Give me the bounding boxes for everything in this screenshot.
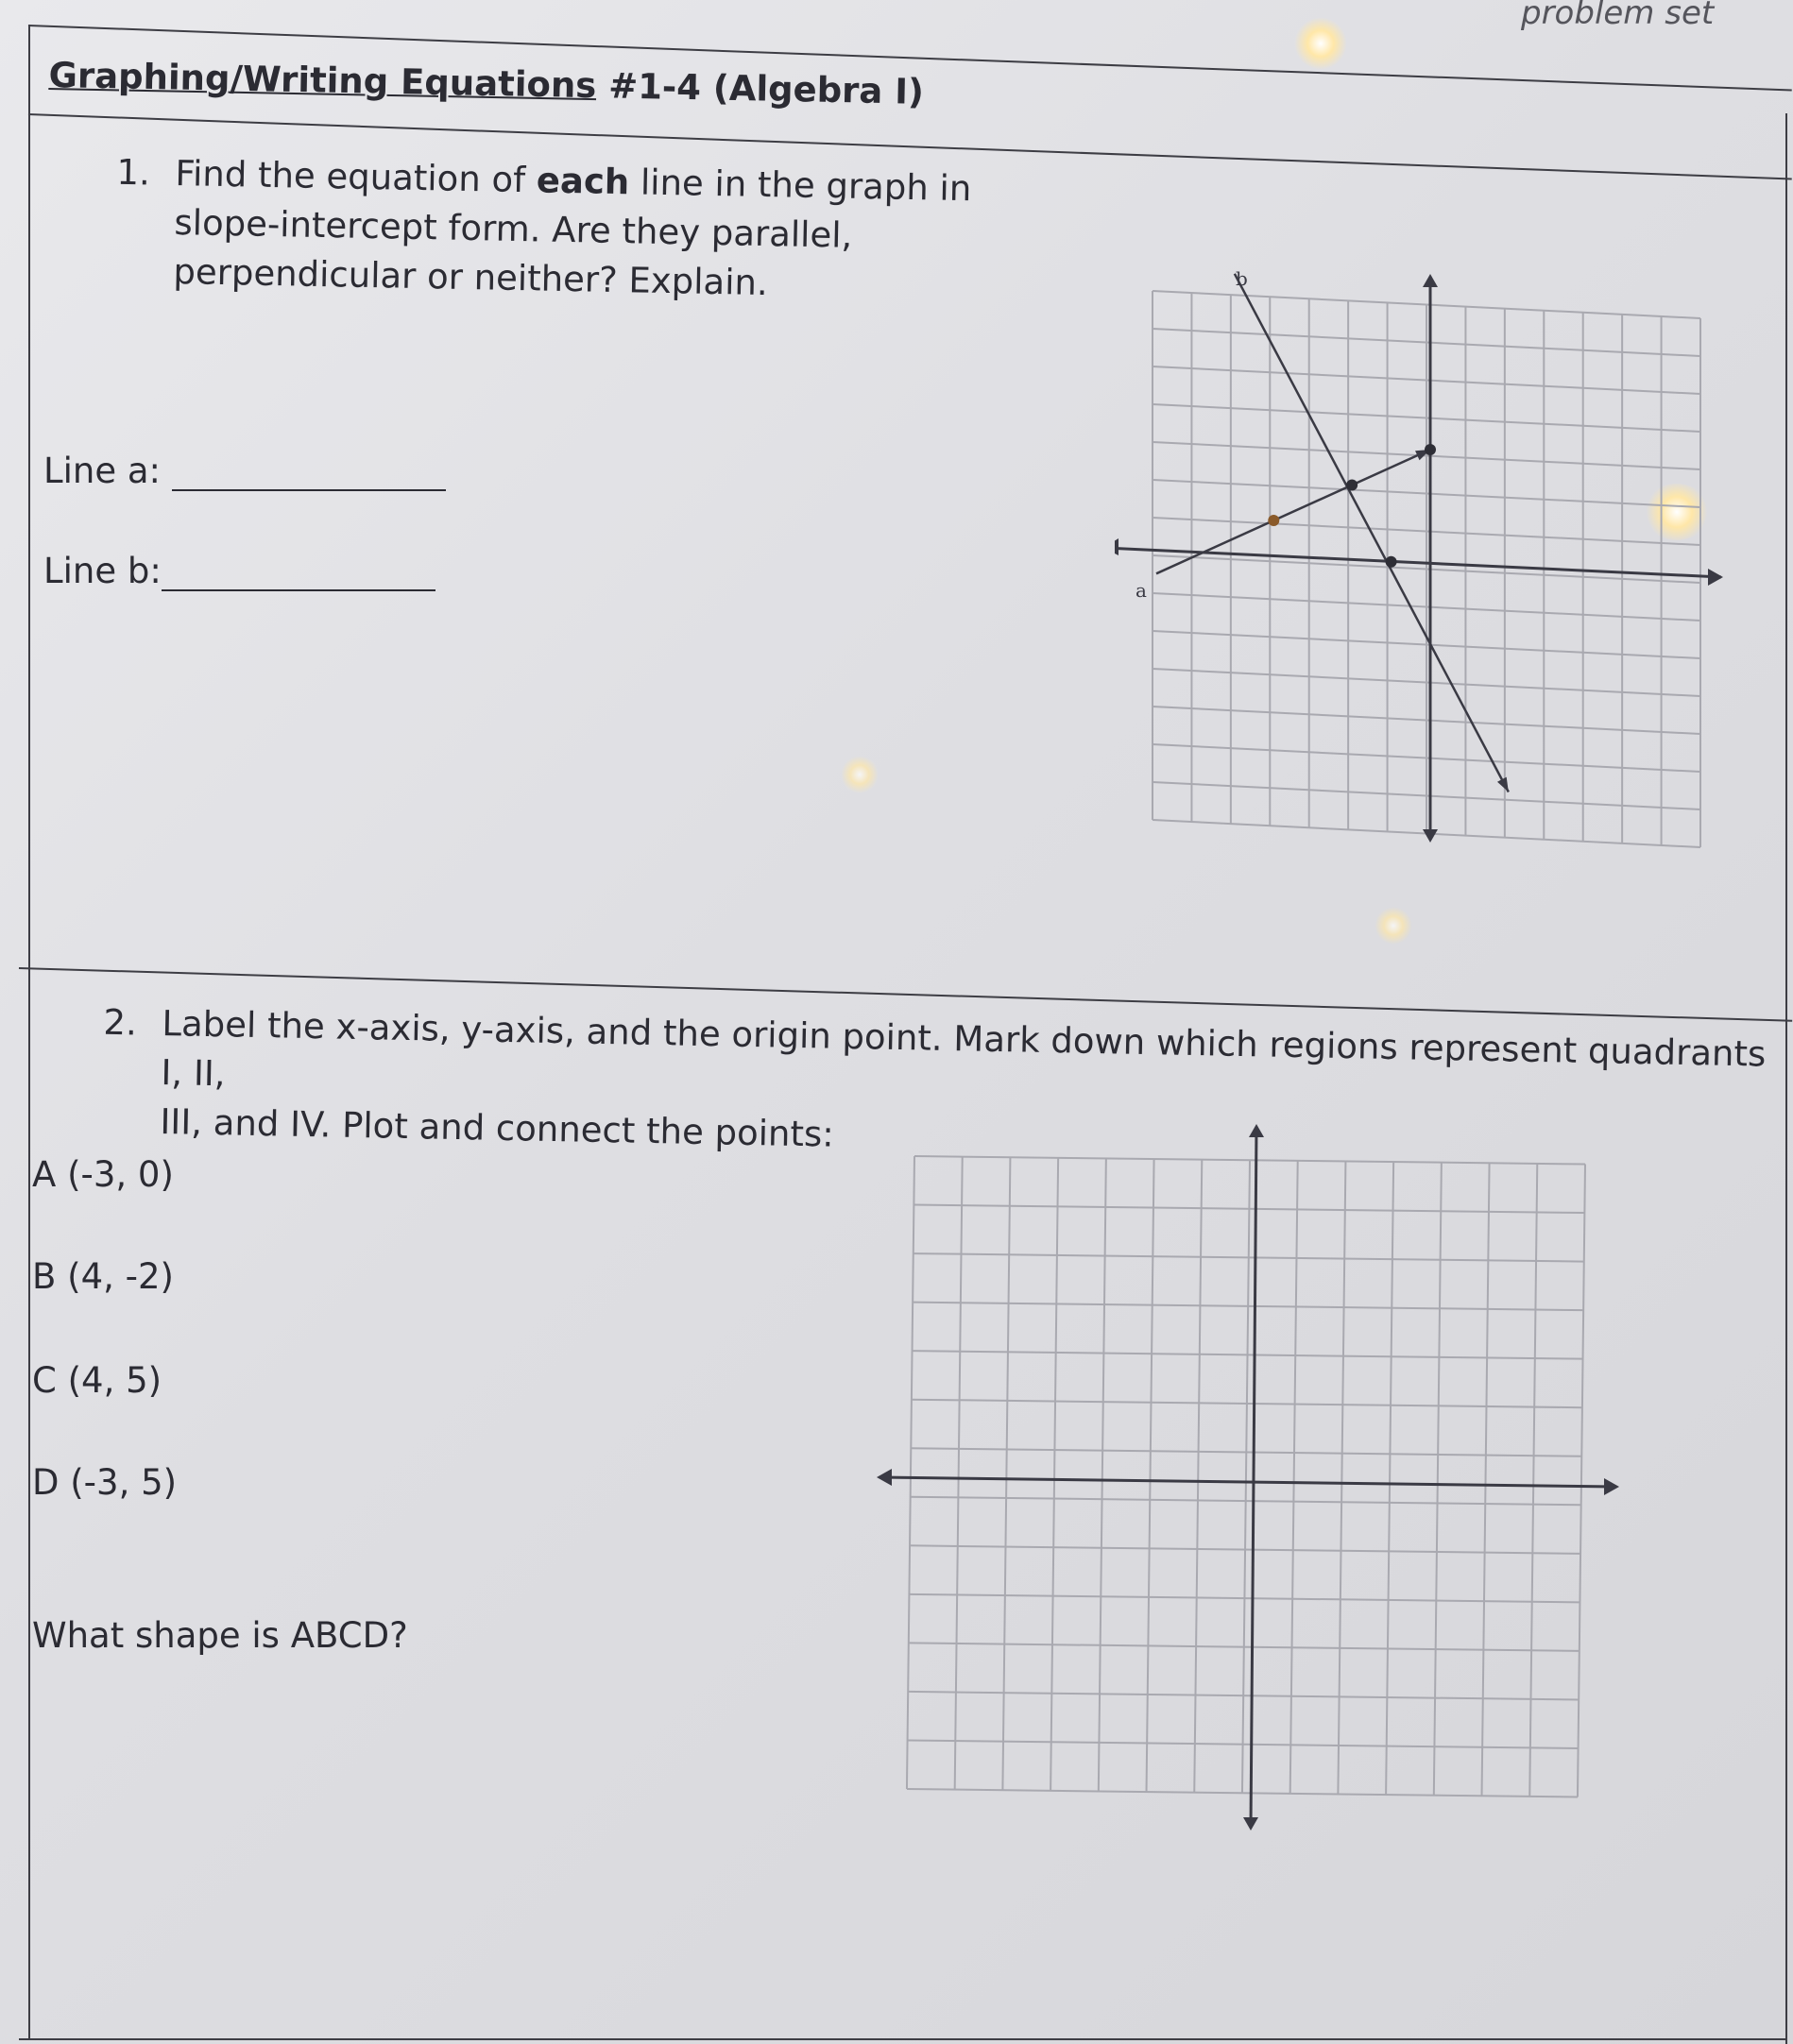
title-sub: #1-4 (Algebra I) [595, 65, 925, 112]
line-b-answer [43, 550, 435, 591]
question-1 [116, 149, 988, 312]
grid-line [1529, 1164, 1537, 1797]
grid-line [1002, 1157, 1010, 1790]
point-a-label: A (-3, 0) [32, 1154, 174, 1195]
question-2-line-1: Label the x-axis, y-axis, and the origin point. Mark down which regions represent quadrants I, II, [161, 1002, 1767, 1095]
grid-line [1147, 1159, 1154, 1792]
line-a-answer [43, 450, 446, 491]
question-1-line-2: slope-intercept form. Are they parallel, [174, 201, 853, 256]
plotted-point [1346, 480, 1358, 491]
grid-line [1338, 1161, 1345, 1794]
line-b-label: Line b: [43, 551, 162, 591]
q1-bold-word: each [536, 160, 630, 203]
point-b-label: B (4, -2) [32, 1256, 174, 1297]
grid-line [1290, 1161, 1298, 1794]
plotted-point [1268, 515, 1279, 526]
light-glare [1375, 907, 1412, 945]
light-glare [841, 756, 879, 793]
grid-line [1194, 1160, 1202, 1793]
graph-1-label-a: a [1136, 579, 1147, 602]
worksheet-title [48, 55, 924, 112]
grid-line [1434, 1163, 1442, 1796]
question-number: 1. [116, 151, 151, 194]
grid-line [1482, 1163, 1490, 1796]
q1-text: Find the equation of [175, 152, 538, 201]
grid-line [1099, 1158, 1106, 1791]
shape-question: What shape is ABCD? [32, 1615, 408, 1656]
graph-2-grid [907, 1156, 1585, 1797]
q1-text: line in the graph in [628, 162, 972, 210]
grid-line [1578, 1165, 1585, 1797]
grid-line [1050, 1158, 1058, 1791]
grid-line [1242, 1160, 1250, 1793]
graph-1-label-b: b [1236, 267, 1248, 290]
point-c-label: C (4, 5) [32, 1360, 162, 1401]
line-a [1156, 450, 1430, 573]
line-b-blank[interactable] [162, 550, 435, 591]
light-glare [1294, 17, 1347, 70]
title-main: Graphing/Writing Equations [48, 55, 597, 107]
top-cut-text: problem set [1521, 0, 1715, 32]
line-a-label: Line a: [43, 451, 162, 491]
line-a-blank[interactable] [172, 450, 446, 491]
frame-left-line [28, 25, 30, 2040]
plotted-point [1425, 444, 1436, 455]
graph-2-axes [877, 1124, 1619, 1831]
question-number: 2. [103, 1001, 138, 1044]
question-2-line-2: III, and IV. Plot and connect the points: [160, 1100, 835, 1155]
grid-line [907, 1156, 914, 1789]
graph-1 [1115, 264, 1738, 860]
plotted-point [1386, 556, 1397, 568]
point-d-label: D (-3, 5) [32, 1462, 178, 1503]
line-b-arrow [1497, 777, 1509, 792]
graph-1-grid [1153, 291, 1700, 847]
grid-line [955, 1157, 963, 1790]
frame-right-line [1785, 113, 1787, 2044]
graph-2 [869, 1120, 1625, 1838]
frame-bottom-line [19, 2038, 1785, 2040]
grid-line [1386, 1162, 1393, 1795]
question-1-line-3: perpendicular or neither? Explain. [173, 250, 769, 304]
